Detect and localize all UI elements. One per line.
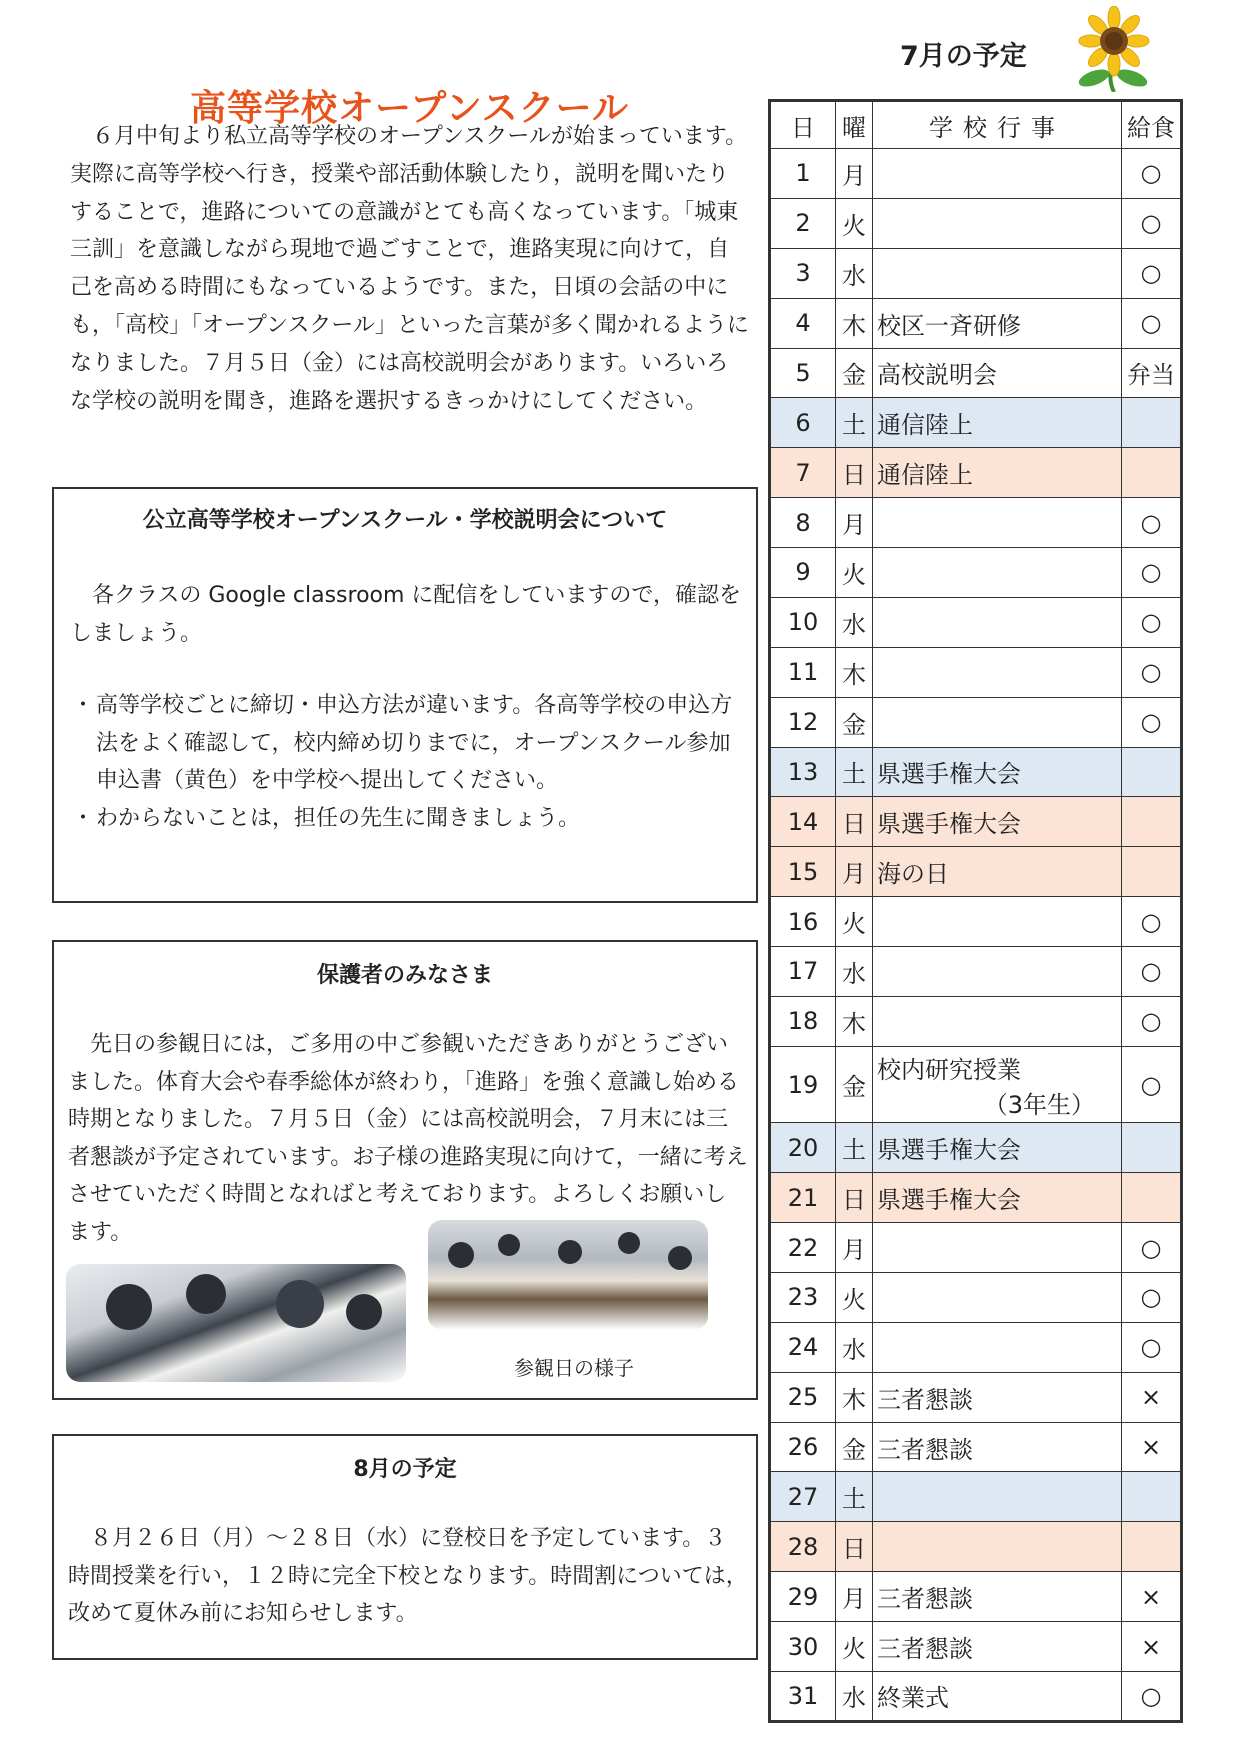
august-schedule-text: ８月２６日（月）～２８日（水）に登校日を予定しています。３時間授業を行い，１２時に完全下校となります。時間割については，改めて夏休み前にお知らせします。	[68, 1526, 748, 1626]
classroom-photo-left	[66, 1264, 406, 1382]
table-row	[770, 1272, 1182, 1322]
weekday-cell: 火	[836, 897, 873, 947]
event-cell	[873, 1522, 1122, 1572]
lunch-cell: ○	[1122, 697, 1182, 747]
lunch-cell: ○	[1122, 298, 1182, 348]
event-cell	[873, 348, 1122, 398]
event-cell	[873, 149, 1122, 199]
lunch-cell: ○	[1122, 996, 1182, 1046]
lunch-cell: 弁当	[1122, 348, 1182, 398]
event-cell	[873, 1622, 1122, 1672]
event-text: 県選手権大会	[877, 810, 1021, 839]
table-row	[770, 947, 1182, 997]
event-cell	[873, 697, 1122, 747]
lunch-cell	[1122, 398, 1182, 448]
table-row	[770, 597, 1182, 647]
guardians-notice-text: 先日の参観日には，ご多用の中ご参観いただきありがとうございました。体育大会や春季総体が終わり，「進路」を強く意識し始める時期となりました。７月５日（金）には高校説明会，７月末には三者懇談が予定されています。お子様の進路実現に向けて，一緒に考えさせていただく時間となればと考えております。よろしくお願いします。	[68, 1032, 748, 1245]
day-cell: 15	[770, 847, 836, 897]
event-cell	[873, 996, 1122, 1046]
day-cell: 4	[770, 298, 836, 348]
day-cell: 2	[770, 198, 836, 248]
table-row	[770, 548, 1182, 598]
weekday-cell: 日	[836, 1522, 873, 1572]
weekday-cell: 木	[836, 647, 873, 697]
day-cell: 22	[770, 1223, 836, 1273]
classroom-photo-right	[428, 1220, 708, 1330]
lunch-cell: ×	[1122, 1572, 1182, 1622]
weekday-cell: 火	[836, 548, 873, 598]
table-row	[770, 647, 1182, 697]
event-cell	[873, 498, 1122, 548]
lunch-cell: ○	[1122, 149, 1182, 199]
event-cell	[873, 897, 1122, 947]
table-row	[770, 1322, 1182, 1372]
header-weekday: 曜	[836, 101, 873, 149]
day-cell: 6	[770, 398, 836, 448]
table-row	[770, 1372, 1182, 1422]
table-row	[770, 1046, 1182, 1123]
photo-caption: 参観日の様子	[514, 1356, 634, 1380]
table-row	[770, 996, 1182, 1046]
public-school-notice-title: 公立高等学校オープンスクール・学校説明会について	[142, 508, 668, 533]
lunch-cell: ×	[1122, 1422, 1182, 1472]
weekday-cell: 土	[836, 747, 873, 797]
weekday-cell: 水	[836, 947, 873, 997]
calendar-title: 7月の予定	[900, 41, 1027, 72]
event-text: 県選手権大会	[877, 760, 1021, 789]
day-cell: 17	[770, 947, 836, 997]
event-cell	[873, 947, 1122, 997]
event-text: 通信陸上	[877, 461, 973, 490]
event-cell	[873, 1372, 1122, 1422]
weekday-cell: 木	[836, 1372, 873, 1422]
weekday-cell: 木	[836, 996, 873, 1046]
event-cell	[873, 647, 1122, 697]
event-cell	[873, 398, 1122, 448]
event-cell	[873, 797, 1122, 847]
weekday-cell: 月	[836, 847, 873, 897]
lunch-cell: ○	[1122, 1223, 1182, 1273]
lunch-cell	[1122, 1472, 1182, 1522]
event-text: 校区一斉研修	[877, 311, 1021, 340]
table-row	[770, 1173, 1182, 1223]
lunch-cell	[1122, 1522, 1182, 1572]
lunch-cell: ○	[1122, 1322, 1182, 1372]
event-cell	[873, 198, 1122, 248]
header-day: 日	[770, 101, 836, 149]
table-row	[770, 1472, 1182, 1522]
table-row	[770, 1522, 1182, 1572]
table-row	[770, 697, 1182, 747]
lunch-cell: ○	[1122, 947, 1182, 997]
weekday-cell: 木	[836, 298, 873, 348]
day-cell: 18	[770, 996, 836, 1046]
weekday-cell: 火	[836, 1272, 873, 1322]
public-school-notice-list	[72, 687, 748, 837]
day-cell: 23	[770, 1272, 836, 1322]
day-cell: 30	[770, 1622, 836, 1672]
event-cell	[873, 1272, 1122, 1322]
table-row	[770, 1622, 1182, 1672]
lunch-cell	[1122, 1173, 1182, 1223]
weekday-cell: 日	[836, 797, 873, 847]
weekday-cell: 水	[836, 248, 873, 298]
weekday-cell: 金	[836, 1046, 873, 1123]
table-row	[770, 747, 1182, 797]
day-cell: 1	[770, 149, 836, 199]
article-title: 高等学校オープンスクール	[190, 88, 629, 130]
weekday-cell: 日	[836, 1173, 873, 1223]
table-row	[770, 498, 1182, 548]
header-lunch: 給食	[1122, 101, 1182, 149]
day-cell: 28	[770, 1522, 836, 1572]
weekday-cell: 水	[836, 1322, 873, 1372]
day-cell: 25	[770, 1372, 836, 1422]
table-row	[770, 248, 1182, 298]
event-text: 三者懇談	[877, 1435, 973, 1464]
list-item: ・ 高等学校ごとに締切・申込方法が違います。各高等学校の申込方法をよく確認して，校内締め切りまでに，オープンスクール参加申込書（黄色）を中学校へ提出してください。	[72, 687, 748, 800]
weekday-cell: 金	[836, 348, 873, 398]
lunch-cell: ○	[1122, 248, 1182, 298]
day-cell: 14	[770, 797, 836, 847]
event-text: 県選手権大会	[877, 1136, 1021, 1165]
august-schedule-title: 8月の予定	[353, 1457, 457, 1482]
table-row	[770, 1223, 1182, 1273]
event-text: 終業式	[877, 1684, 949, 1713]
weekday-cell: 金	[836, 1422, 873, 1472]
event-text-line2: （3年生）	[983, 1090, 1095, 1119]
day-cell: 3	[770, 248, 836, 298]
table-row	[770, 448, 1182, 498]
day-cell: 21	[770, 1173, 836, 1223]
day-cell: 26	[770, 1422, 836, 1472]
weekday-cell: 土	[836, 1123, 873, 1173]
day-cell: 19	[770, 1046, 836, 1123]
list-item: ・ わからないことは，担任の先生に聞きましょう。	[72, 800, 748, 838]
table-row	[770, 398, 1182, 448]
weekday-cell: 火	[836, 198, 873, 248]
event-text: 校内研究授業	[877, 1055, 1021, 1084]
event-cell	[873, 1422, 1122, 1472]
day-cell: 29	[770, 1572, 836, 1622]
lunch-cell	[1122, 747, 1182, 797]
public-school-notice-text: 各クラスの Google classroom に配信をしていますので，確認をしましょう。	[70, 583, 741, 646]
event-cell	[873, 248, 1122, 298]
table-row	[770, 149, 1182, 199]
day-cell: 9	[770, 548, 836, 598]
lunch-cell: ○	[1122, 1671, 1182, 1721]
public-school-notice-box	[52, 487, 758, 903]
lunch-cell: ×	[1122, 1622, 1182, 1672]
lunch-cell	[1122, 797, 1182, 847]
event-cell	[873, 1572, 1122, 1622]
lunch-cell: ○	[1122, 1272, 1182, 1322]
july-schedule-table	[768, 99, 1183, 1723]
lunch-cell	[1122, 448, 1182, 498]
day-cell: 7	[770, 448, 836, 498]
day-cell: 12	[770, 697, 836, 747]
weekday-cell: 月	[836, 1223, 873, 1273]
article-body: ６月中旬より私立高等学校のオープンスクールが始まっています。実際に高等学校へ行き，授業や部活動体験したり，説明を聞いたりすることで，進路についての意識がとても高くなっています。「城東三訓」を意識しながら現地で過ごすことで，進路実現に向けて，自己を高める時間にもなっているようです。また，日頃の会話の中にも，「高校」「オープンスクール」といった言葉が多く聞かれるようになりました。７月５日（金）には高校説明会があります。いろいろな学校の説明を聞き，進路を選択するきっかけにしてください。	[70, 124, 749, 414]
table-row	[770, 298, 1182, 348]
event-cell	[873, 1046, 1122, 1123]
lunch-cell: ○	[1122, 498, 1182, 548]
event-cell	[873, 1472, 1122, 1522]
day-cell: 5	[770, 348, 836, 398]
lunch-cell: ○	[1122, 897, 1182, 947]
weekday-cell: 火	[836, 1622, 873, 1672]
table-row	[770, 348, 1182, 398]
table-row	[770, 797, 1182, 847]
weekday-cell: 月	[836, 1572, 873, 1622]
table-row	[770, 897, 1182, 947]
event-cell	[873, 1123, 1122, 1173]
header-event: 学校行事	[873, 101, 1122, 149]
lunch-cell	[1122, 1123, 1182, 1173]
day-cell: 20	[770, 1123, 836, 1173]
table-row	[770, 847, 1182, 897]
august-schedule-box	[52, 1434, 758, 1660]
event-text: 海の日	[877, 860, 949, 889]
lunch-cell: ○	[1122, 548, 1182, 598]
weekday-cell: 月	[836, 149, 873, 199]
event-text: 県選手権大会	[877, 1186, 1021, 1215]
event-cell	[873, 548, 1122, 598]
lunch-cell	[1122, 847, 1182, 897]
event-cell	[873, 1322, 1122, 1372]
weekday-cell: 土	[836, 1472, 873, 1522]
table-row	[770, 198, 1182, 248]
day-cell: 13	[770, 747, 836, 797]
weekday-cell: 日	[836, 448, 873, 498]
event-text: 三者懇談	[877, 1635, 973, 1664]
weekday-cell: 金	[836, 697, 873, 747]
day-cell: 10	[770, 597, 836, 647]
day-cell: 31	[770, 1671, 836, 1721]
day-cell: 16	[770, 897, 836, 947]
weekday-cell: 土	[836, 398, 873, 448]
table-row	[770, 1572, 1182, 1622]
weekday-cell: 水	[836, 597, 873, 647]
table-row	[770, 1123, 1182, 1173]
schedule-rows	[770, 149, 1182, 1722]
day-cell: 8	[770, 498, 836, 548]
lunch-cell: ○	[1122, 597, 1182, 647]
event-cell	[873, 1173, 1122, 1223]
lunch-cell: ○	[1122, 647, 1182, 697]
event-text: 通信陸上	[877, 411, 973, 440]
event-cell	[873, 1223, 1122, 1273]
table-row	[770, 1422, 1182, 1472]
event-cell	[873, 747, 1122, 797]
event-text: 高校説明会	[877, 361, 997, 390]
guardians-notice-title: 保護者のみなさま	[316, 963, 493, 988]
event-text: 三者懇談	[877, 1585, 973, 1614]
day-cell: 11	[770, 647, 836, 697]
event-cell	[873, 1671, 1122, 1721]
weekday-cell: 月	[836, 498, 873, 548]
sunflower-icon	[1068, 6, 1160, 92]
event-cell	[873, 597, 1122, 647]
day-cell: 27	[770, 1472, 836, 1522]
event-text: 三者懇談	[877, 1385, 973, 1414]
lunch-cell: ×	[1122, 1372, 1182, 1422]
event-cell	[873, 847, 1122, 897]
lunch-cell: ○	[1122, 1046, 1182, 1123]
day-cell: 24	[770, 1322, 836, 1372]
lunch-cell: ○	[1122, 198, 1182, 248]
table-row	[770, 1671, 1182, 1721]
event-cell	[873, 448, 1122, 498]
event-cell	[873, 298, 1122, 348]
table-header-row	[770, 101, 1182, 149]
guardians-notice-box	[52, 940, 758, 1400]
weekday-cell: 水	[836, 1671, 873, 1721]
